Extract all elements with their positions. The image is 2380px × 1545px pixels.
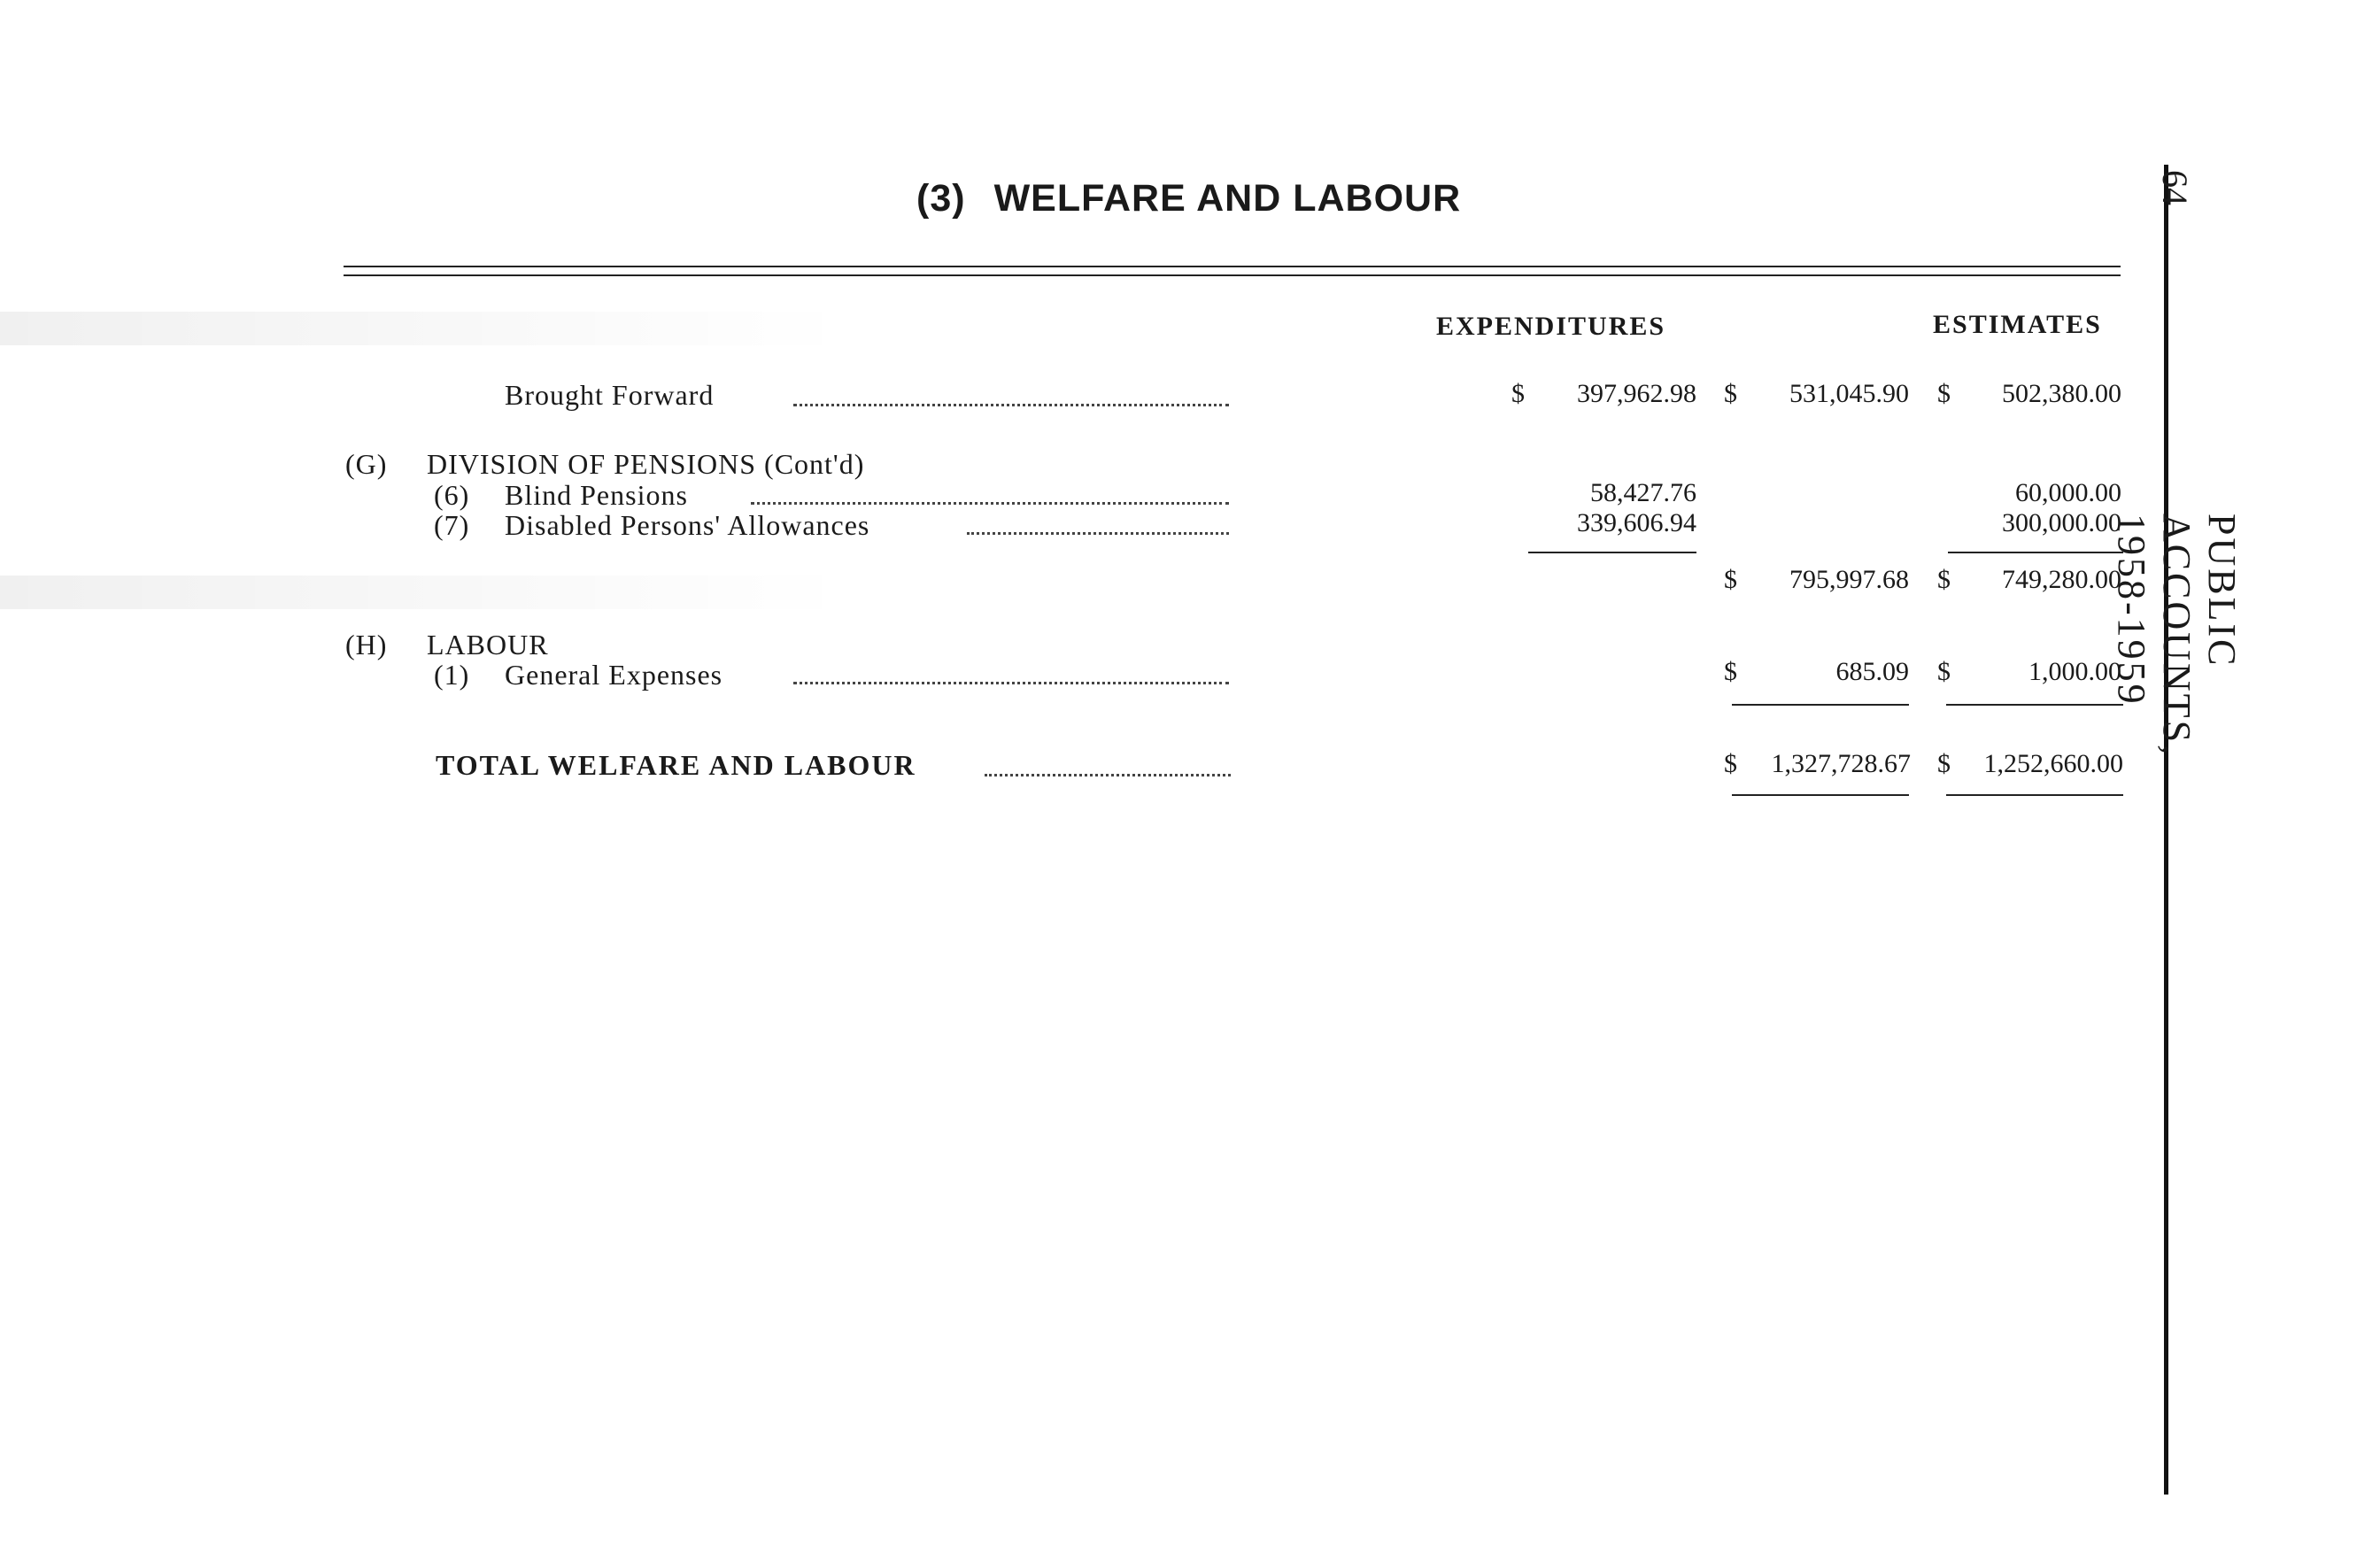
section-letter-g: (G) — [345, 448, 388, 480]
blind-pensions-label: Blind Pensions — [505, 479, 688, 511]
currency-sign: $ — [1724, 749, 1737, 778]
title-rule-top — [344, 266, 2121, 267]
currency-sign: $ — [1937, 749, 1951, 778]
currency-sign: $ — [1937, 657, 1951, 686]
general-expenses-label: General Expenses — [505, 659, 723, 691]
total-estimate: 1,252,660.00 — [1983, 749, 2123, 778]
currency-sign: $ — [1511, 379, 1525, 408]
pensions-subtotal-estimate: 749,280.00 — [2002, 565, 2121, 594]
currency-sign: $ — [1937, 565, 1951, 594]
currency-sign: $ — [1724, 379, 1737, 408]
pensions-subtotal-expenditure: 795,997.68 — [1789, 565, 1909, 594]
sum-rule — [1948, 552, 2123, 553]
disabled-allowances-estimate: 300,000.00 — [2002, 508, 2121, 537]
column-head-estimates: ESTIMATES — [1933, 310, 2102, 339]
leader-dots — [967, 532, 1229, 535]
total-rule — [1732, 794, 1909, 796]
leader-dots — [793, 404, 1229, 406]
disabled-allowances-label: Disabled Persons' Allowances — [505, 509, 870, 541]
labour-heading: LABOUR — [427, 629, 549, 660]
page-title — [916, 177, 1461, 220]
brought-forward-expenditure: 397,962.98 — [1577, 379, 1696, 408]
brought-forward-label: Brought Forward — [505, 379, 715, 411]
leader-dots — [985, 774, 1231, 776]
item-number: (7) — [434, 509, 470, 541]
blind-pensions-expenditure: 58,427.76 — [1590, 478, 1696, 507]
section-title: WELFARE AND LABOUR — [993, 177, 1462, 220]
disabled-allowances-expenditure: 339,606.94 — [1577, 508, 1696, 537]
pensions-heading: DIVISION OF PENSIONS (Cont'd) — [427, 448, 865, 480]
item-number: (1) — [434, 659, 470, 691]
sum-rule — [1732, 704, 1909, 706]
blind-pensions-estimate: 60,000.00 — [2015, 478, 2121, 507]
currency-sign: $ — [1937, 379, 1951, 408]
general-expenses-expenditure: 685.09 — [1835, 657, 1909, 686]
sum-rule — [1946, 704, 2123, 706]
item-number: (6) — [434, 479, 470, 511]
brought-forward-subtotal: 531,045.90 — [1789, 379, 1909, 408]
title-rule-bottom — [344, 274, 2121, 276]
currency-sign: $ — [1724, 657, 1737, 686]
page-number: 64 — [2155, 170, 2195, 205]
margin-rule — [2164, 165, 2168, 1495]
brought-forward-estimate: 502,380.00 — [2002, 379, 2121, 408]
leader-dots — [793, 682, 1229, 684]
section-letter-h: (H) — [345, 629, 388, 660]
scan-shadow — [0, 312, 850, 345]
general-expenses-estimate: 1,000.00 — [2028, 657, 2121, 686]
column-head-expenditures: EXPENDITURES — [1436, 312, 1666, 341]
running-title: PUBLIC ACCOUNTS, 1958-1959 — [2110, 514, 2244, 758]
total-label: TOTAL WELFARE AND LABOUR — [436, 749, 916, 781]
leader-dots — [751, 502, 1229, 505]
section-number: (3) — [916, 177, 966, 220]
currency-sign: $ — [1724, 565, 1737, 594]
total-expenditure: 1,327,728.67 — [1771, 749, 1911, 778]
sum-rule — [1528, 552, 1696, 553]
total-rule — [1946, 794, 2123, 796]
scan-shadow — [0, 576, 850, 609]
